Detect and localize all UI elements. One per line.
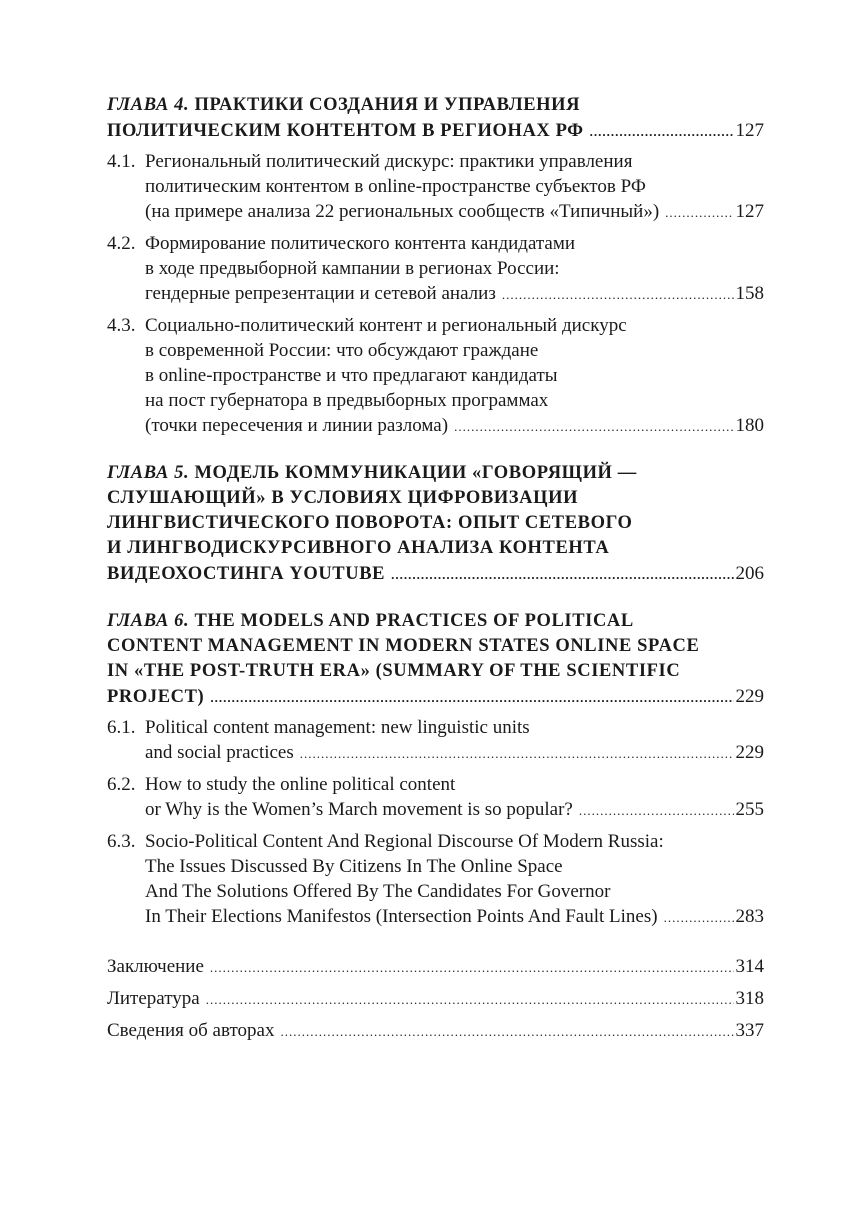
page-number: 158 <box>735 283 764 304</box>
section-title-line: на пост губернатора в предвыборных программах <box>145 390 549 411</box>
section-title-line: Socio-Political Content And Regional Discourse Of Modern Russia: <box>145 831 664 852</box>
section-title-line: And The Solutions Offered By The Candidates For Governor <box>145 881 611 902</box>
section-title-line: Региональный политический дискурс: практики управления <box>145 151 633 172</box>
page-number: 283 <box>735 906 764 927</box>
chapter-title-line: СЛУШАЮЩИЙ» В УСЛОВИЯХ ЦИФРОВИЗАЦИИ <box>107 488 579 508</box>
section-number: 6.2. <box>107 774 136 795</box>
section-title-line: в ходе предвыборной кампании в регионах России: <box>145 258 560 279</box>
entry-title: Заключение <box>107 956 204 977</box>
page-number: 337 <box>735 1020 764 1041</box>
page-number: 314 <box>735 956 764 977</box>
dot-leader <box>502 282 734 307</box>
dot-leader <box>280 1019 733 1044</box>
section-title-line: политическим контентом в online-пространстве субъектов РФ <box>145 176 646 197</box>
dot-leader <box>206 987 734 1012</box>
page-number: 318 <box>735 988 764 1009</box>
page-number: 229 <box>735 686 764 707</box>
chapter-title-line: И ЛИНГВОДИСКУРСИВНОГО АНАЛИЗА КОНТЕНТА <box>107 538 610 558</box>
chapter-label: ГЛАВА 5. <box>107 463 190 483</box>
section-4-2[interactable] <box>107 231 764 307</box>
chapter-5-heading[interactable] <box>107 461 764 587</box>
page-number: 229 <box>735 742 764 763</box>
dot-leader <box>665 200 733 225</box>
entry-title: Сведения об авторах <box>107 1020 275 1041</box>
section-number: 4.1. <box>107 151 136 172</box>
section-title-line: Социально-политический контент и региональный дискурс <box>145 315 627 336</box>
chapter-4-heading[interactable] <box>107 93 764 144</box>
table-of-contents <box>107 93 764 1050</box>
page-number: 255 <box>735 799 764 820</box>
section-4-1[interactable] <box>107 149 764 225</box>
section-title-line: в online-пространстве и что предлагают кандидаты <box>145 365 558 386</box>
bibliography-entry[interactable] <box>107 986 764 1012</box>
dot-leader <box>454 414 733 439</box>
chapter-title-line: CONTENT MANAGEMENT IN MODERN STATES ONLINE SPACE <box>107 636 700 656</box>
dot-leader <box>300 741 734 766</box>
conclusion-entry[interactable] <box>107 954 764 980</box>
chapter-title-line: ЛИНГВИСТИЧЕСКОГО ПОВОРОТА: ОПЫТ СЕТЕВОГО <box>107 513 633 533</box>
section-title-line: How to study the online political content <box>145 774 456 795</box>
section-title-line: In Their Elections Manifestos (Intersection Points And Fault Lines) <box>145 906 658 927</box>
section-title-line: Political content management: new linguistic units <box>145 717 530 738</box>
dot-leader <box>579 798 734 823</box>
section-6-1[interactable] <box>107 715 764 766</box>
section-number: 4.2. <box>107 233 136 254</box>
section-title-line: or Why is the Women’s March movement is so popular? <box>145 799 573 820</box>
dot-leader <box>391 562 733 587</box>
page-number: 206 <box>735 563 764 584</box>
chapter-title-line: PROJECT) <box>107 687 205 707</box>
section-title-line: (точки пересечения и линии разлома) <box>145 415 449 436</box>
chapter-6-heading[interactable] <box>107 609 764 710</box>
authors-entry[interactable] <box>107 1018 764 1044</box>
section-title-line: Формирование политического контента кандидатами <box>145 233 576 254</box>
section-title-line: в современной России: что обсуждают граждане <box>145 340 539 361</box>
section-6-2[interactable] <box>107 772 764 823</box>
section-4-3[interactable] <box>107 313 764 439</box>
dot-leader <box>210 685 733 710</box>
section-6-3[interactable] <box>107 829 764 930</box>
entry-title: Литература <box>107 988 200 1009</box>
section-number: 6.3. <box>107 831 136 852</box>
page-number: 180 <box>735 415 764 436</box>
section-title-line: гендерные репрезентации и сетевой анализ <box>145 283 496 304</box>
back-matter <box>107 954 764 1044</box>
chapter-title-line: ПОЛИТИЧЕСКИМ КОНТЕНТОМ В РЕГИОНАХ РФ <box>107 121 584 141</box>
section-title-line: (на примере анализа 22 региональных сообществ «Типичный») <box>145 201 660 222</box>
dot-leader <box>664 905 734 930</box>
chapter-title-line: МОДЕЛЬ КОММУНИКАЦИИ «ГОВОРЯЩИЙ — <box>194 463 637 483</box>
section-number: 4.3. <box>107 315 136 336</box>
chapter-title-line: ВИДЕОХОСТИНГА YOUTUBE <box>107 564 386 584</box>
section-title-line: and social practices <box>145 742 294 763</box>
chapter-title-line: THE MODELS AND PRACTICES OF POLITICAL <box>194 611 634 631</box>
section-title-line: The Issues Discussed By Citizens In The Online Space <box>145 856 563 877</box>
chapter-label: ГЛАВА 6. <box>107 611 190 631</box>
chapter-title-line: IN «THE POST-TRUTH ERA» (SUMMARY OF THE SCIENTIFIC <box>107 661 681 681</box>
chapter-title-line: ПРАКТИКИ СОЗДАНИЯ И УПРАВЛЕНИЯ <box>194 95 581 115</box>
page-number: 127 <box>735 120 764 141</box>
page-number: 127 <box>735 201 764 222</box>
dot-leader <box>210 955 734 980</box>
dot-leader <box>590 119 734 144</box>
section-number: 6.1. <box>107 717 136 738</box>
chapter-label: ГЛАВА 4. <box>107 95 190 115</box>
